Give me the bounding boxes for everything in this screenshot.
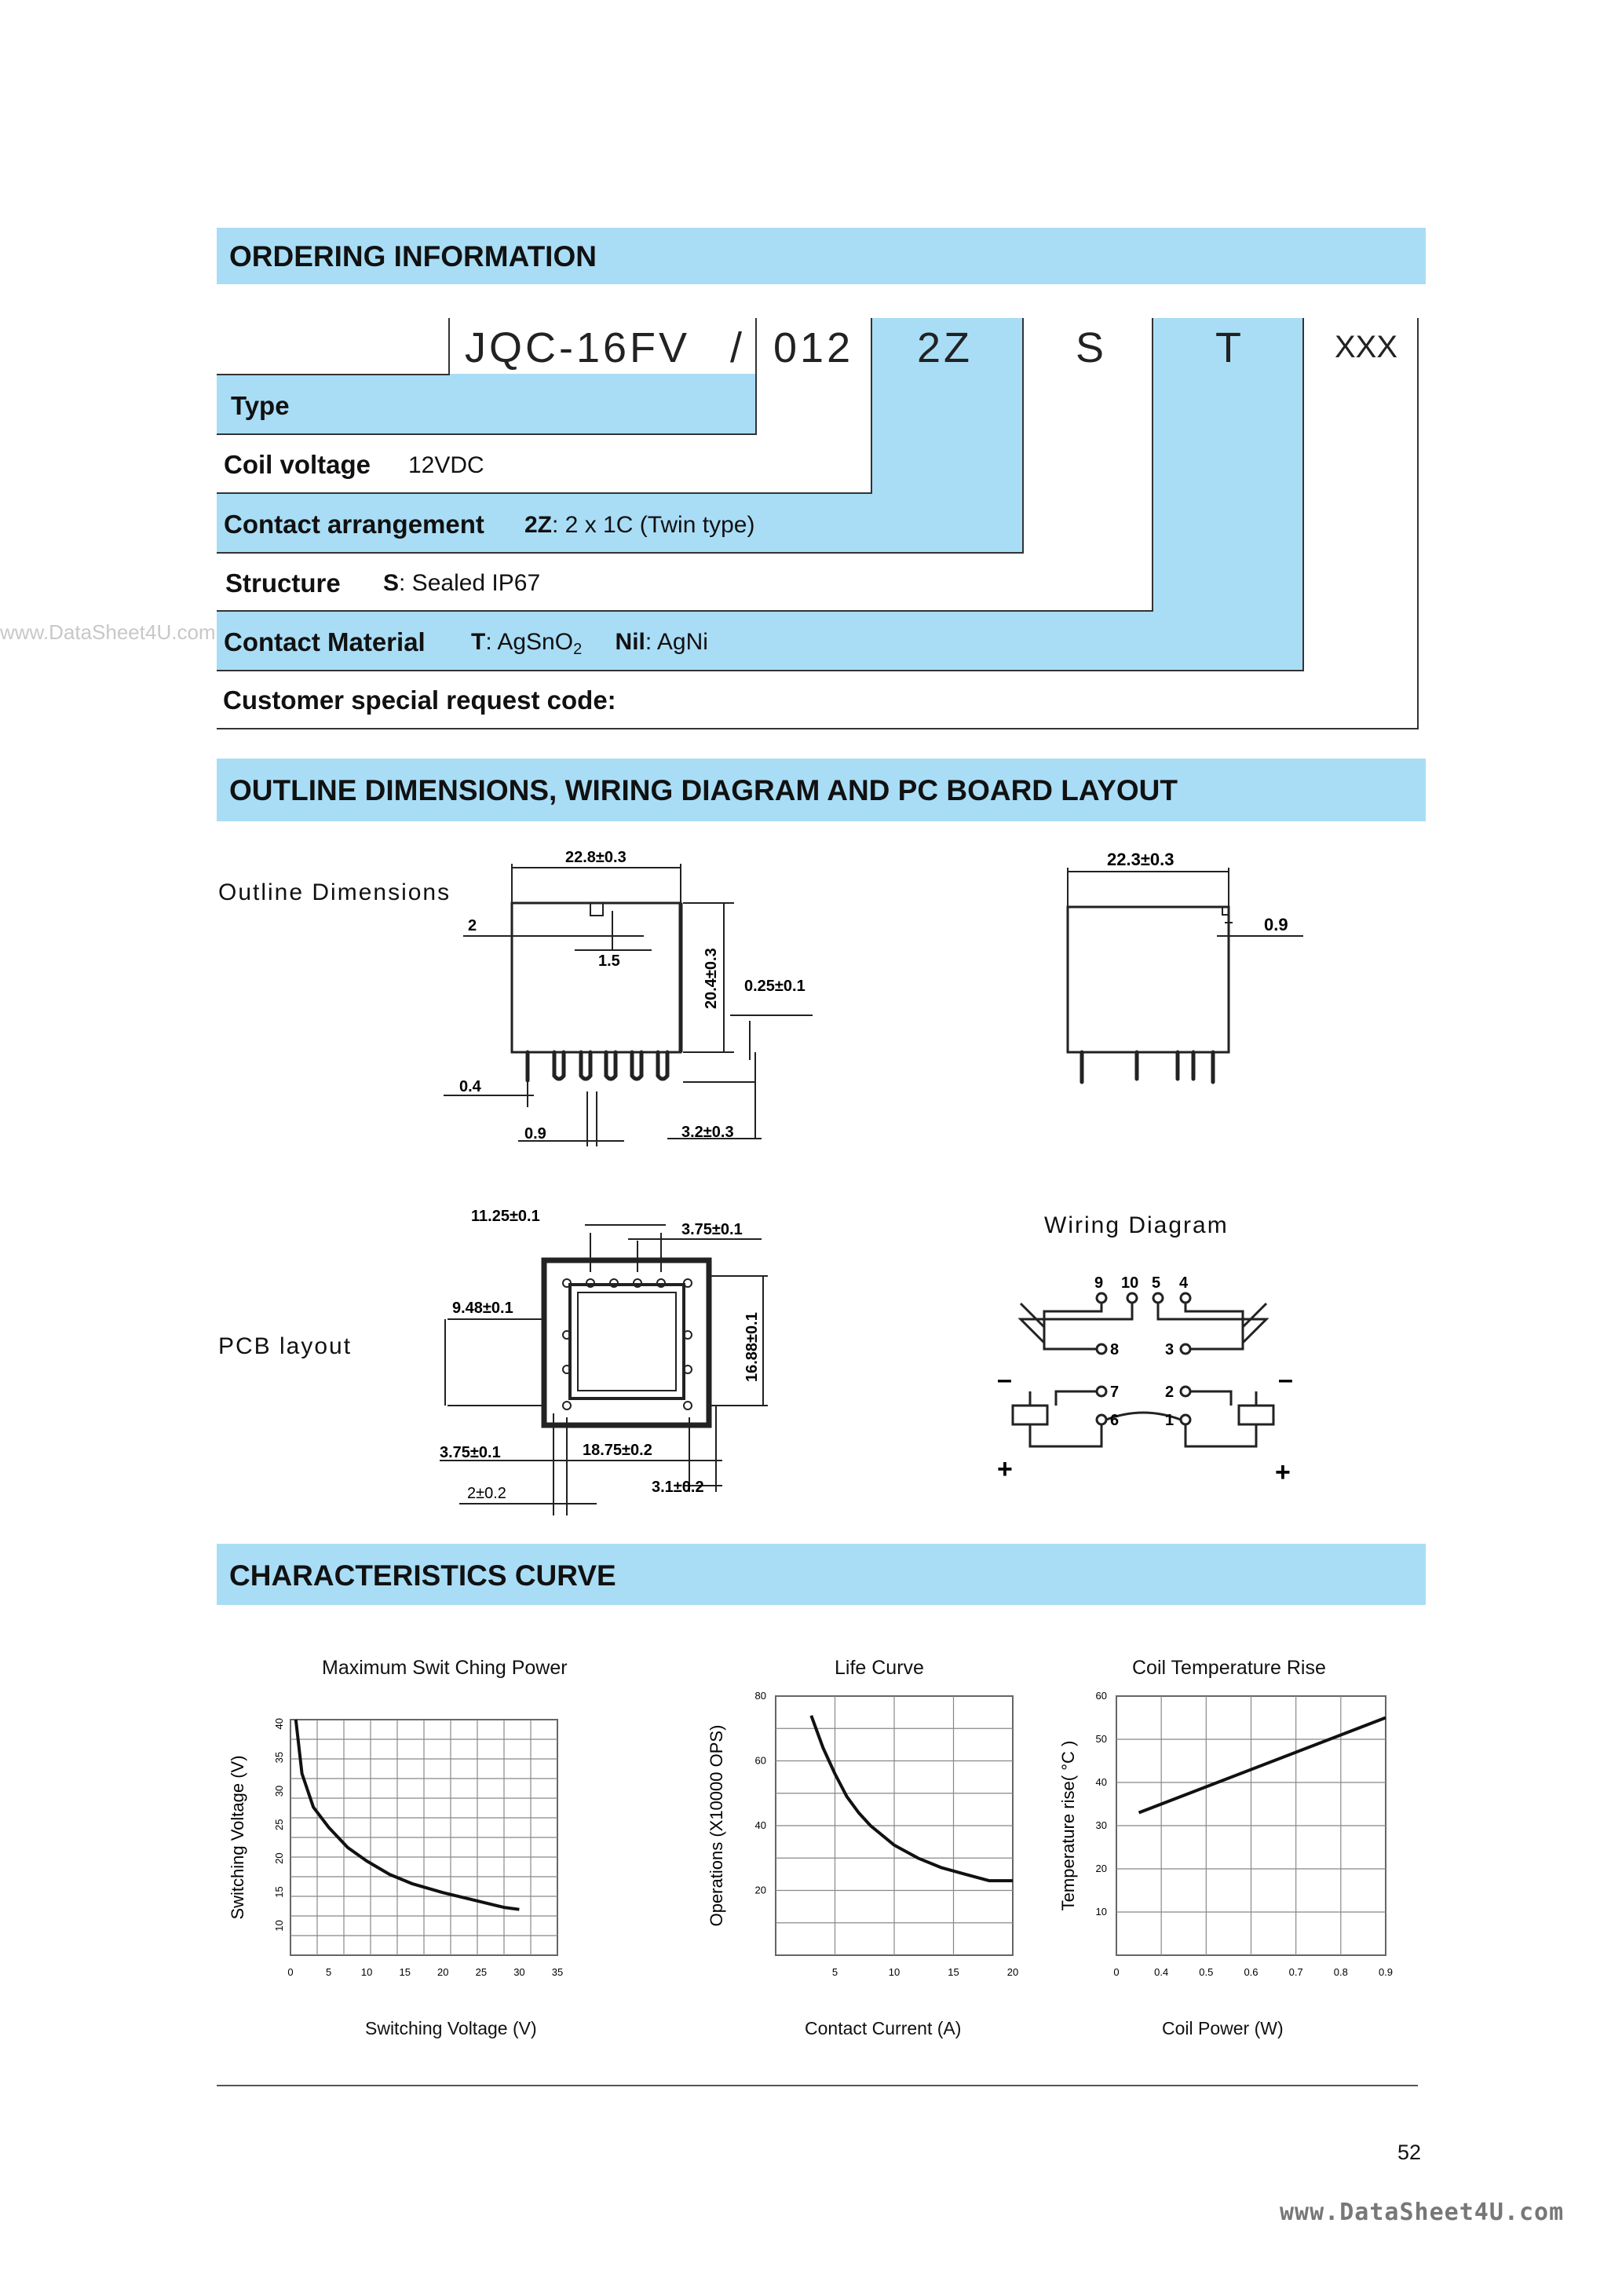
y-tick-label: 30: [273, 1785, 285, 1797]
chart-temp-xlabel: Coil Power (W): [1162, 2018, 1284, 2038]
watermark-left: www.DataSheet4U.com: [0, 620, 216, 644]
y-tick-label: 40: [754, 1819, 766, 1831]
dim-32: 3.2±0.3: [681, 1124, 734, 1141]
pin-3: 3: [1165, 1341, 1174, 1358]
row-material-desc2: : AgNi: [645, 629, 708, 655]
chart-temp-plot: [1044, 1649, 1413, 2049]
y-tick-label: 10: [1095, 1906, 1107, 1918]
dim-09: 0.9: [524, 1125, 546, 1143]
dim-2: 2: [468, 917, 477, 934]
row-structure-label: Structure: [225, 569, 341, 598]
coil-plus-right: +: [1275, 1457, 1291, 1487]
chart-switching-xlabel: Switching Voltage (V): [365, 2018, 537, 2038]
row-contact-desc: : 2 x 1C (Twin type): [552, 512, 755, 538]
x-tick-label: 0: [287, 1966, 294, 1978]
outline-front-drawing: [424, 840, 832, 1154]
wiring-diagram: [989, 1264, 1319, 1492]
outline-title: OUTLINE DIMENSIONS, WIRING DIAGRAM AND PC BOARD LAYOUT: [229, 774, 1178, 806]
chart-switching: [212, 1649, 667, 2049]
code-arrangement: 2Z: [917, 324, 974, 371]
dim-w2: 22.3±0.3: [1107, 850, 1174, 869]
pin-9: 9: [1094, 1274, 1104, 1292]
y-tick-label: 35: [273, 1751, 285, 1764]
footer-site: www.DataSheet4U.com: [1280, 2199, 1565, 2226]
y-tick-label: 20: [1095, 1863, 1107, 1874]
series-line: [811, 1716, 1013, 1881]
y-tick-label: 25: [273, 1819, 285, 1831]
dim-h: 20.4±0.3: [703, 948, 720, 1009]
footer-rule: [217, 2085, 1418, 2086]
x-tick-label: 0.9: [1378, 1966, 1394, 1978]
x-tick-label: 0.5: [1199, 1966, 1214, 1978]
pin-1: 1: [1165, 1412, 1174, 1429]
y-tick-label: 80: [754, 1690, 766, 1702]
row-structure-code: S: [383, 570, 400, 596]
x-tick-label: 0.8: [1333, 1966, 1348, 1978]
code-material: T: [1215, 324, 1241, 371]
row-type-label: Type: [231, 391, 290, 420]
row-material-code1: T: [471, 629, 486, 655]
row-special-label: Customer special request code:: [223, 686, 616, 715]
coil-plus-left: +: [997, 1454, 1013, 1484]
x-tick-label: 30: [513, 1966, 525, 1978]
code-slash: /: [730, 324, 743, 371]
y-tick-label: 60: [1095, 1690, 1107, 1702]
x-tick-label: 5: [325, 1966, 332, 1978]
pin-6: 6: [1110, 1412, 1120, 1429]
code-model: JQC-16FV: [465, 324, 691, 371]
pcb-dim-375a: 3.75±0.1: [681, 1221, 743, 1238]
ordering-title: ORDERING INFORMATION: [229, 240, 597, 272]
x-tick-label: 0: [1113, 1966, 1120, 1978]
coil-minus-left: –: [997, 1365, 1012, 1395]
pin-7: 7: [1110, 1384, 1120, 1401]
x-tick-label: 15: [948, 1966, 959, 1978]
pcb-dim-1688: 16.88±0.1: [743, 1312, 761, 1382]
pcb-dim-948: 9.48±0.1: [452, 1300, 513, 1317]
chart-life-xlabel: Contact Current (A): [805, 2018, 962, 2038]
row-coil-value: 12VDC: [408, 452, 484, 478]
y-tick-label: 40: [273, 1718, 285, 1730]
dim-025: 0.25±0.1: [744, 978, 806, 995]
pin-8: 8: [1110, 1341, 1120, 1358]
x-tick-label: 35: [551, 1966, 564, 1978]
pcb-dim-1875: 18.75±0.2: [583, 1442, 652, 1459]
curve-title: CHARACTERISTICS CURVE: [229, 1559, 616, 1592]
pcb-dim-1125: 11.25±0.1: [471, 1208, 540, 1225]
row-structure-desc: : Sealed IP67: [399, 570, 541, 596]
pin-10: 10: [1121, 1274, 1139, 1292]
y-tick-label: 60: [754, 1754, 766, 1767]
wiring-diagram-label: Wiring Diagram: [1044, 1212, 1229, 1238]
pcb-dim-375b: 3.75±0.1: [440, 1444, 501, 1461]
row-coil-label: Coil voltage: [224, 450, 371, 479]
row-contact-value: [524, 512, 754, 539]
y-axis-label: Temperature rise( °C ): [1058, 1740, 1078, 1911]
row-material-desc1: : AgSnO: [485, 629, 574, 655]
y-tick-label: 40: [1095, 1776, 1107, 1788]
dim-s09: 0.9: [1264, 915, 1288, 934]
pcb-dim-31: 3.1±0.2: [652, 1479, 704, 1496]
row-contact-code: 2Z: [524, 512, 553, 538]
pcb-drawing: [424, 1201, 793, 1523]
curve-banner: [217, 1544, 1426, 1605]
x-tick-label: 10: [360, 1966, 373, 1978]
pin-2: 2: [1165, 1384, 1174, 1401]
outline-side-drawing: [1052, 840, 1311, 1091]
x-tick-label: 5: [831, 1966, 838, 1978]
row-material-sub: 2: [573, 641, 583, 658]
y-tick-label: 30: [1095, 1819, 1107, 1831]
dim-w1: 22.8±0.3: [565, 849, 627, 866]
x-tick-label: 0.4: [1154, 1966, 1169, 1978]
y-tick-label: 20: [754, 1884, 766, 1896]
y-tick-label: 15: [273, 1886, 285, 1898]
chart-temp: [1044, 1649, 1413, 2049]
chart-switching-plot: [212, 1649, 667, 2049]
row-structure-value: [383, 570, 540, 597]
y-axis-label: Switching Voltage (V): [228, 1755, 247, 1920]
row-material-value: [471, 629, 708, 659]
chart-switching-title: Maximum Swit Ching Power: [322, 1657, 568, 1679]
series-line: [296, 1720, 520, 1910]
x-tick-label: 10: [888, 1966, 901, 1978]
pcb-dim-2: 2±0.2: [467, 1485, 506, 1502]
chart-temp-title: Coil Temperature Rise: [1132, 1657, 1326, 1679]
outline-dimensions-label: Outline Dimensions: [218, 879, 451, 905]
y-tick-label: 50: [1095, 1733, 1107, 1745]
y-axis-label: Operations (X10000 OPS): [707, 1724, 726, 1927]
row-contact-label: Contact arrangement: [224, 510, 484, 539]
pcb-layout-label: PCB layout: [218, 1333, 353, 1359]
pin-5: 5: [1152, 1274, 1161, 1292]
coil-minus-right: –: [1278, 1365, 1293, 1395]
chart-life-plot: [683, 1649, 1044, 2049]
x-tick-label: 0.6: [1244, 1966, 1259, 1978]
y-tick-label: 20: [273, 1852, 285, 1864]
x-tick-label: 20: [437, 1966, 449, 1978]
series-line: [1139, 1718, 1386, 1813]
row-material-label: Contact Material: [224, 627, 426, 656]
dim-04: 0.4: [459, 1078, 481, 1095]
outline-banner: [217, 759, 1426, 821]
chart-life: [683, 1649, 1044, 2049]
code-voltage: 012: [773, 324, 854, 371]
code-structure: S: [1076, 324, 1105, 371]
dim-15: 1.5: [598, 952, 620, 970]
y-tick-label: 10: [273, 1920, 285, 1932]
page-number: 52: [1397, 2141, 1422, 2164]
x-tick-label: 25: [475, 1966, 488, 1978]
code-special: XXX: [1335, 330, 1398, 364]
x-tick-label: 20: [1006, 1966, 1019, 1978]
pin-4: 4: [1179, 1274, 1189, 1292]
x-tick-label: 15: [399, 1966, 411, 1978]
x-tick-label: 0.7: [1288, 1966, 1303, 1978]
chart-life-title: Life Curve: [835, 1657, 924, 1679]
row-material-code2: Nil: [615, 629, 645, 655]
